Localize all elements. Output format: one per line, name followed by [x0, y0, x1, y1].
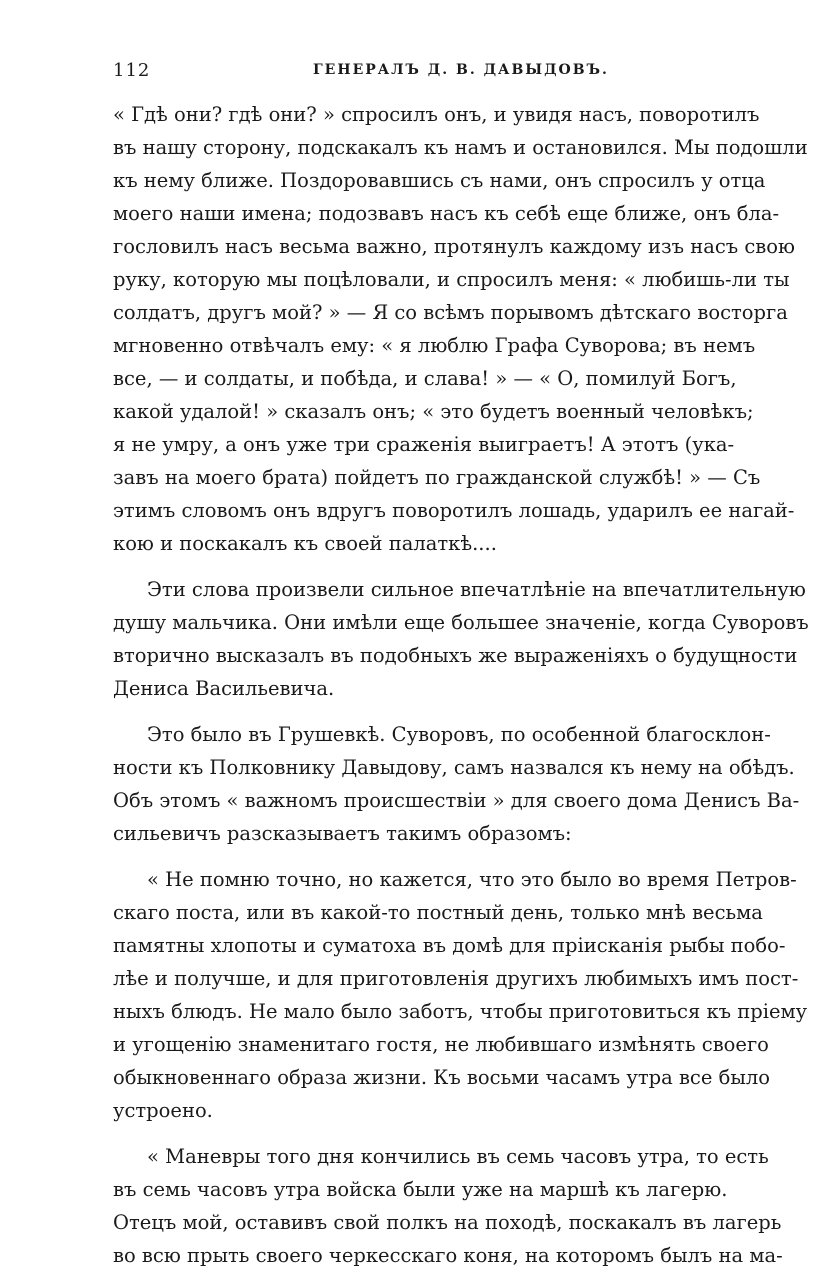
text-line: руку, которую мы поцѣловали, и спросилъ меня: « любишь-ли ты	[113, 268, 790, 291]
text-line: какой удалой! » сказалъ онъ; « это будетъ военный человѣкъ;	[113, 400, 754, 423]
text-line: памятны хлопоты и суматоха въ домѣ для пріисканія рыбы побо-	[113, 934, 786, 957]
text-line: я не умру, а онъ уже три сраженія выиграетъ! А этотъ (ука-	[113, 433, 735, 456]
text-line: моего наши имена; подозвавъ насъ къ себѣ еще ближе, онъ бла-	[113, 202, 780, 225]
body-text	[113, 98, 809, 1285]
paragraph	[113, 98, 808, 560]
text-line: « Не помню точно, но кажется, что это было во время Петров-	[147, 868, 797, 891]
running-head: ГЕНЕРАЛЪ Д. В. ДАВЫДОВЪ.	[313, 62, 609, 78]
text-line: обыкновеннаго образа жизни. Къ восьми часамъ утра все было	[113, 1066, 770, 1089]
text-line: « Гдѣ они? гдѣ они? » спросилъ онъ, и увидя насъ, поворотилъ	[113, 103, 760, 126]
text-line: къ нему ближе. Поздоровавшись съ нами, онъ спросилъ у отца	[113, 169, 766, 192]
text-line: все, — и солдаты, и побѣда, и слава! » — « О, помилуй Богъ,	[113, 367, 737, 390]
text-line: завъ на моего брата) пойдетъ по гражданской службѣ! » — Съ	[113, 466, 761, 489]
text-line: Эти слова произвели сильное впечатлѣніе на впечатлительную	[147, 578, 806, 601]
text-line: этимъ словомъ онъ вдругъ поворотилъ лошадь, ударилъ ее нагай-	[113, 499, 795, 522]
text-line: сильевичъ разсказываетъ такимъ образомъ:	[113, 822, 572, 845]
text-line: въ семь часовъ утра войска были уже на маршѣ къ лагерю.	[113, 1178, 728, 1201]
text-line: « Маневры того дня кончились въ семь часовъ утра, то есть	[147, 1145, 769, 1168]
text-line: устроено.	[113, 1099, 213, 1122]
text-line: вторично высказалъ въ подобныхъ же выраженіяхъ о будущности	[113, 644, 798, 667]
paragraph	[113, 573, 809, 705]
text-line: Дениса Васильевича.	[113, 677, 335, 700]
paragraph	[113, 718, 800, 850]
text-line: душу мальчика. Они имѣли еще большее значеніе, когда Суворовъ	[113, 611, 809, 634]
text-line: ныхъ блюдъ. Не мало было заботъ, чтобы приготовиться къ пріему	[113, 1000, 808, 1023]
text-line: солдатъ, другъ мой? » — Я со всѣмъ порывомъ дѣтскаго восторга	[113, 301, 788, 324]
text-line: ности къ Полковнику Давыдову, самъ назвался къ нему на обѣдъ.	[113, 756, 795, 779]
text-line: Отецъ мой, оставивъ свой полкъ на походѣ, поскакалъ въ лагерь	[113, 1211, 782, 1234]
text-line: лѣе и получше, и для приготовленія другихъ любимыхъ имъ пост-	[113, 967, 799, 990]
paragraph	[113, 863, 808, 1127]
text-line: кою и поскакалъ къ своей палаткѣ....	[113, 532, 497, 555]
text-line: во всю прыть своего черкесскаго коня, на которомъ былъ на ма-	[113, 1244, 783, 1267]
text-line: и угощенію знаменитаго гостя, не любившаго измѣнять своего	[113, 1033, 769, 1056]
text-line: гословилъ насъ весьма важно, протянулъ каждому изъ насъ свою	[113, 235, 795, 258]
text-line: Объ этомъ « важномъ происшествіи » для своего дома Денисъ Ва-	[113, 789, 800, 812]
paragraph	[113, 1140, 783, 1272]
text-line: мгновенно отвѣчалъ ему: « я люблю Графа Суворова; въ немъ	[113, 334, 756, 357]
page-number: 112	[113, 60, 151, 81]
text-line: Это было въ Грушевкѣ. Суворовъ, по особенной благосклон-	[147, 723, 771, 746]
text-line: въ нашу сторону, подскакалъ къ намъ и остановился. Мы подошли	[113, 136, 808, 159]
text-line: скаго поста, или въ какой-то постный день, только мнѣ весьма	[113, 901, 763, 924]
page-header	[113, 60, 723, 86]
